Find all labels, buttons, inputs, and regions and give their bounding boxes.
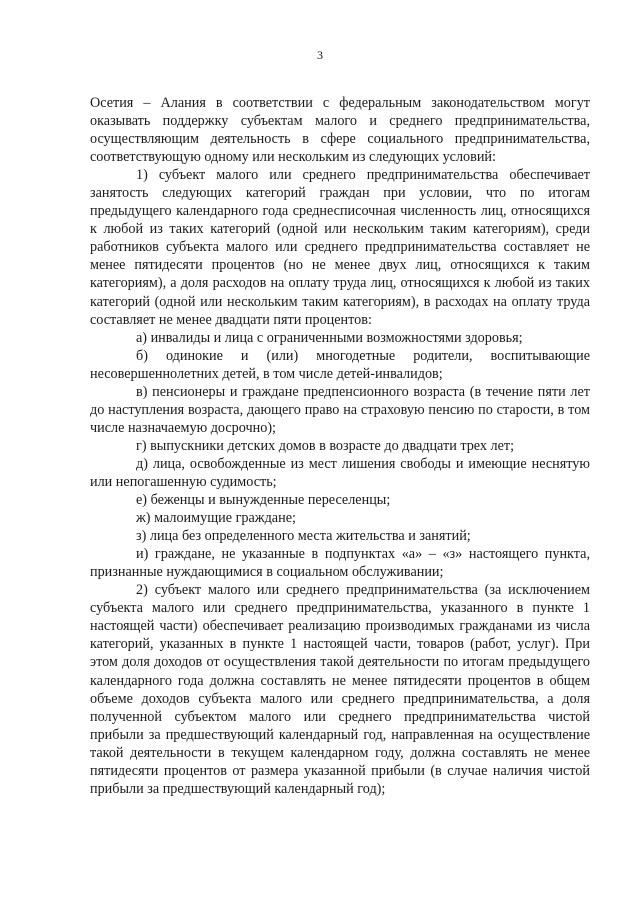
list-item-g: г) выпускники детских домов в возрасте до двадцати трех лет; [136, 437, 515, 454]
list-item-b: б) одинокие и (или) многодетные родители, воспитывающие несовершеннолетних детей, в том числе детей-инвалидов; [90, 347, 590, 382]
list-item-v: в) пенсионеры и граждане предпенсионного возраста (в течение пяти лет до наступления возраста, дающего право на страховую пенсию по старости, в том числе назначаемую досрочно); [90, 383, 590, 436]
paragraph-condition-2: 2) субъект малого или среднего предпринимательства (за исключением субъекта малого или среднего предпринимательства, указанного в пункте 1 настоящей части) обеспечивает реализацию производимых гражданами из числа категорий, указанных в пункте 1 настоящей части, товаров (работ, услуг). При этом доля доходов от осуществления такой деятельности по итогам предыдущего календарного года должна составлять не менее пятидесяти процентов в общем объеме доходов субъекта малого или среднего предпринимательства, а доля полученной субъектом малого или среднего предпринимательства чистой прибыли за предшествующий календарный год, направленная на осуществление такой деятельности в текущем календарном году, должна составлять не менее пятидесяти процентов от размера указанной прибыли (в случае наличия чистой прибыли за предшествующий календарный год); [90, 582, 590, 797]
list-item-e: е) беженцы и вынужденные переселенцы; [136, 492, 391, 509]
list-item-z: з) лица без определенного места жительства и занятий; [136, 528, 471, 545]
paragraph-intro: Осетия – Алания в соответствии с федеральным законодательством могут оказывать поддержку субъектам малого и среднего предпринимательства, осуществляющим деятельность в сфере социального предпринимательства, соответствующую одному или нескольким из следующих условий: [90, 95, 590, 166]
page-number: 3 [317, 48, 323, 62]
list-item-a: а) инвалиды и лица с ограниченными возможностями здоровья; [136, 329, 523, 346]
document-body [90, 94, 590, 798]
list-item-zh: ж) малоимущие граждане; [136, 510, 296, 527]
list-item-d: д) лица, освобожденные из мест лишения свободы и имеющие неснятую или непогашенную судимость; [90, 455, 590, 490]
list-item-i: и) граждане, не указанные в подпунктах «а» – «з» настоящего пункта, признанные нуждающимися в социальном обслуживании; [90, 546, 590, 581]
paragraph-condition-1: 1) субъект малого или среднего предпринимательства обеспечивает занятость следующих категорий граждан при условии, что по итогам предыдущего календарного года среднесписочная численность лиц, относящихся к любой из таких категорий (одной или нескольким таким категориям), среди работников субъекта малого или среднего предпринимательства составляет не менее пятидесяти процентов (но не менее двух лиц, относящихся к таким категориям), а доля расходов на оплату труда лиц, относящихся к любой из таких категорий (одной или нескольким таким категориям), в расходах на оплату труда составляет не менее двадцати пяти процентов: [90, 167, 590, 328]
